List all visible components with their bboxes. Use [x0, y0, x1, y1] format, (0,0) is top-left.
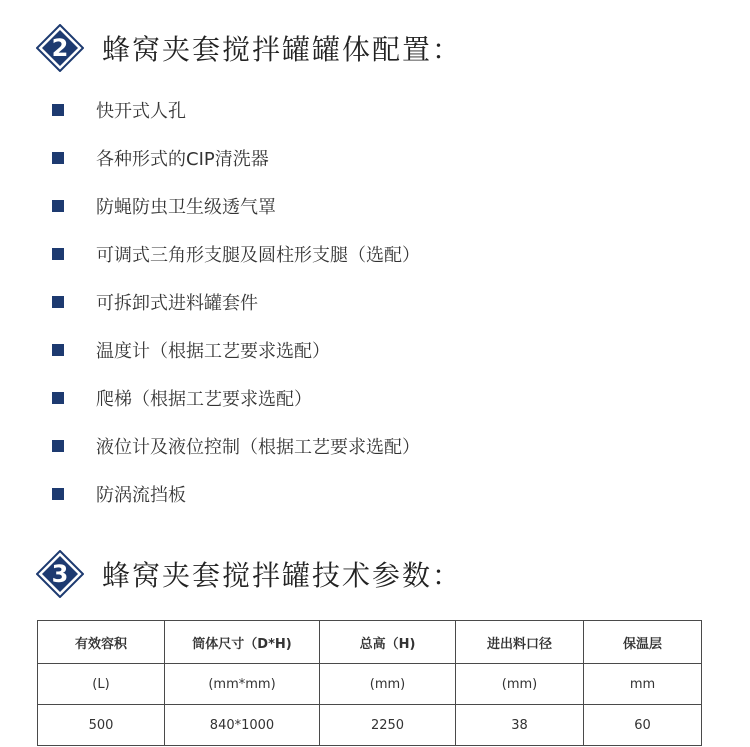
config-section-heading	[36, 25, 462, 71]
table-cell: (mm*mm)	[165, 664, 320, 705]
list-item-label: 快开式人孔	[96, 101, 186, 122]
section-title: 蜂窝夹套搅拌罐罐体配置：	[102, 33, 463, 66]
section-number: 2	[51, 34, 69, 62]
table-row	[38, 705, 702, 746]
section-number-badge	[36, 24, 84, 72]
list-item-label: 可拆卸式进料罐套件	[96, 293, 258, 314]
list-item-label: 防蝇防虫卫生级透气罩	[96, 197, 276, 218]
square-bullet-icon	[52, 296, 64, 308]
list-item-label: 温度计（根据工艺要求选配）	[96, 341, 330, 362]
list-item	[52, 470, 420, 518]
table-header-cell: 总高（H)	[320, 621, 456, 664]
list-item	[52, 326, 420, 374]
list-item	[52, 374, 420, 422]
list-item	[52, 86, 420, 134]
table-cell: (mm)	[456, 664, 584, 705]
table-cell: (L)	[38, 664, 165, 705]
table-cell: 2250	[320, 705, 456, 746]
table-header-cell: 有效容积	[38, 621, 165, 664]
square-bullet-icon	[52, 440, 64, 452]
list-item-label: 可调式三角形支腿及圆柱形支腿（选配）	[96, 245, 420, 266]
list-item	[52, 230, 420, 278]
square-bullet-icon	[52, 344, 64, 356]
square-bullet-icon	[52, 152, 64, 164]
spec-section-heading	[36, 551, 462, 597]
list-item-label: 爬梯（根据工艺要求选配）	[96, 389, 312, 410]
table-header-row	[38, 621, 702, 664]
table-cell: 500	[38, 705, 165, 746]
table-cell: (mm)	[320, 664, 456, 705]
table-header-cell: 保温层	[584, 621, 702, 664]
list-item	[52, 182, 420, 230]
table-header-cell: 进出料口径	[456, 621, 584, 664]
section-title: 蜂窝夹套搅拌罐技术参数：	[102, 559, 463, 592]
list-item	[52, 134, 420, 182]
list-item-label: 液位计及液位控制（根据工艺要求选配）	[96, 437, 420, 458]
square-bullet-icon	[52, 104, 64, 116]
section-number: 3	[51, 560, 69, 588]
square-bullet-icon	[52, 392, 64, 404]
square-bullet-icon	[52, 488, 64, 500]
list-item	[52, 422, 420, 470]
table-cell: 38	[456, 705, 584, 746]
feature-list	[52, 86, 420, 518]
list-item	[52, 278, 420, 326]
list-item-label: 防涡流挡板	[96, 485, 186, 506]
table-row	[38, 664, 702, 705]
square-bullet-icon	[52, 248, 64, 260]
table-cell: mm	[584, 664, 702, 705]
table-cell: 840*1000	[165, 705, 320, 746]
table-cell: 60	[584, 705, 702, 746]
list-item-label: 各种形式的CIP清洗器	[96, 149, 269, 170]
table-header-cell: 筒体尺寸（D*H)	[165, 621, 320, 664]
section-number-badge	[36, 550, 84, 598]
spec-table	[37, 620, 702, 746]
square-bullet-icon	[52, 200, 64, 212]
